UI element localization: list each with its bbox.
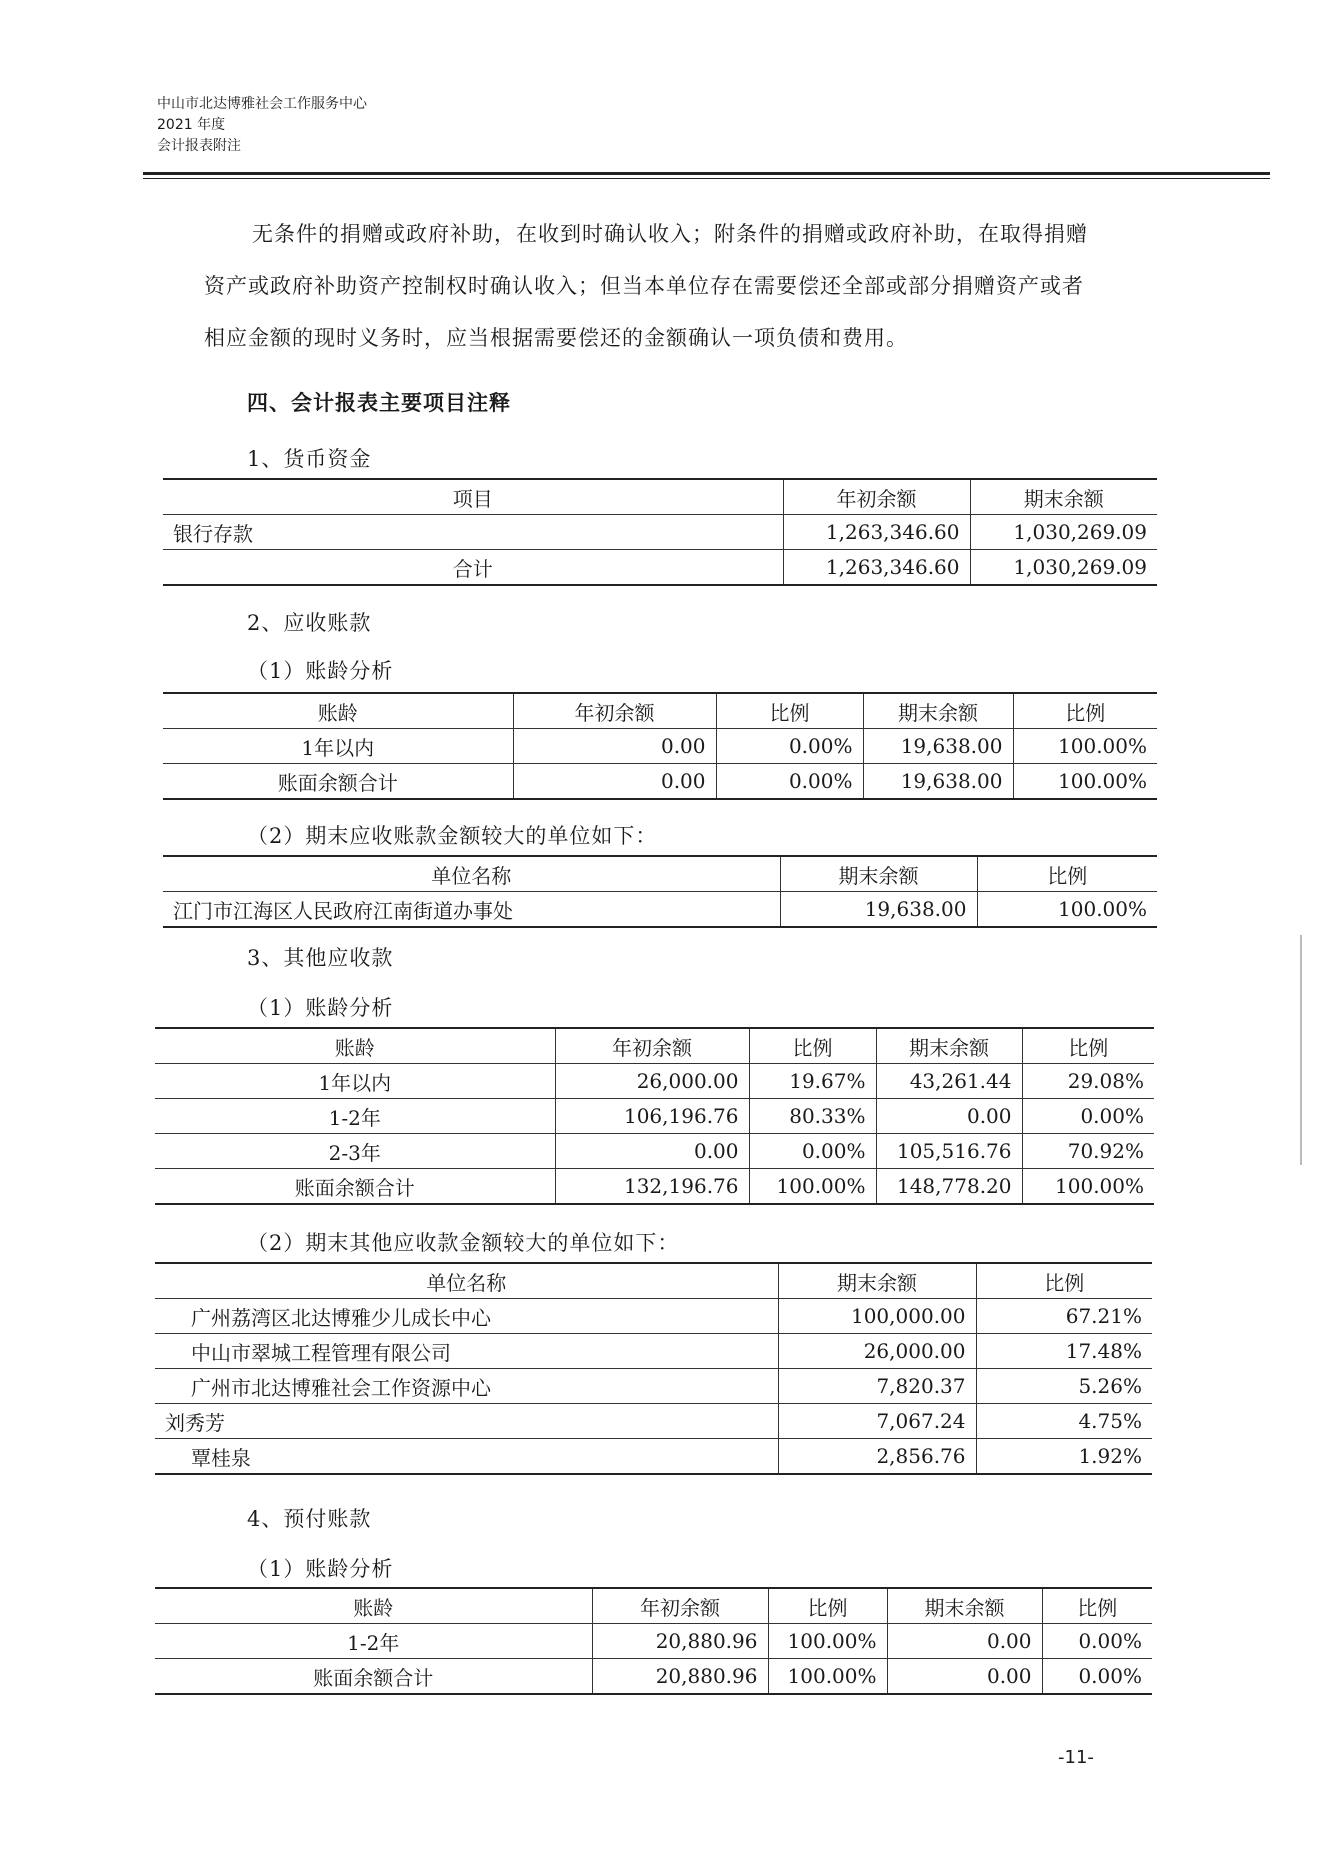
cell: 132,196.76 [555,1169,749,1205]
cell: 0.00% [749,1134,876,1169]
col-header: 期末余额 [876,1028,1022,1064]
section-title: 四、会计报表主要项目注释 [247,391,511,415]
col-header: 比例 [976,1263,1152,1299]
cell: 100.00% [1022,1169,1154,1205]
cell: 江门市江海区人民政府江南街道办事处 [163,892,780,928]
col-header: 期末余额 [863,693,1013,729]
cell: 26,000.00 [778,1334,976,1369]
col-header: 账龄 [155,1588,592,1624]
cell: 合计 [163,550,783,586]
col-header: 比例 [977,856,1157,892]
table-row [155,1334,1152,1369]
col-header: 比例 [1013,693,1157,729]
header-rule-thick [143,172,1270,175]
other-receivable-major-table [155,1262,1152,1475]
table-row [155,1404,1152,1439]
other-receivable-aging-table [155,1027,1154,1205]
cell: 0.00% [1042,1659,1152,1695]
cell: 100.00% [977,892,1157,928]
col-header: 期末余额 [887,1588,1042,1624]
header-rule-thin [143,178,1270,179]
header-year: 2021 年度 [157,117,226,133]
col-header: 项目 [163,479,783,515]
cell: 0.00% [716,729,863,764]
cell: 5.26% [976,1369,1152,1404]
col-header: 年初余额 [592,1588,768,1624]
col-header: 期末余额 [778,1263,976,1299]
intro-paragraph [204,208,1214,364]
cell: 70.92% [1022,1134,1154,1169]
col-header: 期末余额 [780,856,977,892]
cell: 100.00% [749,1169,876,1205]
cell: 67.21% [976,1299,1152,1334]
table-header-row [163,479,1157,515]
cash-table [163,478,1157,586]
receivable-aging-table [163,692,1157,800]
col-header: 比例 [768,1588,887,1624]
cell: 29.08% [1022,1064,1154,1099]
cell: 1年以内 [163,729,513,764]
col-header: 账龄 [155,1028,555,1064]
col-header: 比例 [1022,1028,1154,1064]
cell: 26,000.00 [555,1064,749,1099]
col-header: 账龄 [163,693,513,729]
col-header: 比例 [749,1028,876,1064]
table-header-row [155,1588,1152,1624]
cell: 148,778.20 [876,1169,1022,1205]
table-row [163,764,1157,800]
cell: 1,030,269.09 [970,515,1157,550]
col-header: 年初余额 [783,479,970,515]
col-header: 单位名称 [163,856,780,892]
cell: 1.92% [976,1439,1152,1475]
page-number: -11- [1058,1747,1094,1768]
cell: 广州市北达博雅社会工作资源中心 [155,1369,778,1404]
cell: 80.33% [749,1099,876,1134]
cell: 19.67% [749,1064,876,1099]
cell: 4.75% [976,1404,1152,1439]
intro-line-3: 相应金额的现时义务时，应当根据需要偿还的金额确认一项负债和费用。 [204,326,908,350]
cell: 100.00% [768,1624,887,1659]
cell: 105,516.76 [876,1134,1022,1169]
cell: 1年以内 [155,1064,555,1099]
cell: 1-2年 [155,1099,555,1134]
cell: 账面余额合计 [155,1659,592,1695]
cell: 2,856.76 [778,1439,976,1475]
cell: 19,638.00 [863,764,1013,800]
table-row [163,892,1157,928]
cell: 17.48% [976,1334,1152,1369]
prepayment-aging-table [155,1587,1152,1695]
cell: 106,196.76 [555,1099,749,1134]
table-row [155,1064,1154,1099]
cell: 1-2年 [155,1624,592,1659]
cell: 覃桂泉 [155,1439,778,1475]
col-header: 年初余额 [513,693,716,729]
cell: 19,638.00 [780,892,977,928]
cell: 广州荔湾区北达博雅少儿成长中心 [155,1299,778,1334]
s3-title: 3、其他应收款 [247,946,394,970]
s2-sub1: （1）账龄分析 [247,659,394,683]
cell: 账面余额合计 [163,764,513,800]
cell: 0.00 [513,764,716,800]
cell: 100.00% [1013,729,1157,764]
cell: 1,030,269.09 [970,550,1157,586]
s2-sub2: （2）期末应收账款金额较大的单位如下： [247,824,658,848]
col-header: 年初余额 [555,1028,749,1064]
s1-title: 1、货币资金 [247,447,372,471]
table-header-row [155,1028,1154,1064]
header-doc-title: 会计报表附注 [157,138,241,154]
header-org-name: 中山市北达博雅社会工作服务中心 [157,96,367,112]
table-row [155,1624,1152,1659]
intro-line-2: 资产或政府补助资产控制权时确认收入；但当本单位存在需要偿还全部或部分捐赠资产或者 [204,274,1084,298]
s4-sub1: （1）账龄分析 [247,1557,394,1581]
s3-sub1: （1）账龄分析 [247,996,394,1020]
cell: 2-3年 [155,1134,555,1169]
table-row [163,550,1157,586]
cell: 7,067.24 [778,1404,976,1439]
table-row [155,1169,1154,1205]
col-header: 比例 [716,693,863,729]
cell: 0.00% [1022,1099,1154,1134]
cell: 0.00 [887,1659,1042,1695]
cell: 1,263,346.60 [783,515,970,550]
cell: 中山市翠城工程管理有限公司 [155,1334,778,1369]
cell: 19,638.00 [863,729,1013,764]
receivable-major-table [163,855,1157,928]
s4-title: 4、预付账款 [247,1507,372,1531]
table-header-row [155,1263,1152,1299]
table-row [155,1659,1152,1695]
cell: 20,880.96 [592,1624,768,1659]
table-row [155,1099,1154,1134]
cell: 刘秀芳 [155,1404,778,1439]
report-header [157,94,367,157]
cell: 100,000.00 [778,1299,976,1334]
s2-title: 2、应收账款 [247,611,372,635]
cell: 账面余额合计 [155,1169,555,1205]
cell: 0.00 [876,1099,1022,1134]
cell: 100.00% [768,1659,887,1695]
cell: 0.00% [716,764,863,800]
cell: 7,820.37 [778,1369,976,1404]
cell: 银行存款 [163,515,783,550]
cell: 20,880.96 [592,1659,768,1695]
intro-line-1: 无条件的捐赠或政府补助，在收到时确认收入；附条件的捐赠或政府补助，在取得捐赠 [252,222,1088,246]
s3-sub2: （2）期末其他应收款金额较大的单位如下： [247,1231,680,1255]
col-header: 单位名称 [155,1263,778,1299]
cell: 1,263,346.60 [783,550,970,586]
cell: 0.00 [887,1624,1042,1659]
table-row [163,515,1157,550]
cell: 0.00 [513,729,716,764]
cell: 0.00% [1042,1624,1152,1659]
table-row [155,1134,1154,1169]
col-header: 期末余额 [970,479,1157,515]
cell: 100.00% [1013,764,1157,800]
table-row [155,1439,1152,1475]
table-header-row [163,856,1157,892]
col-header: 比例 [1042,1588,1152,1624]
table-row [155,1299,1152,1334]
edge-stamp-mark [1300,935,1302,1165]
cell: 43,261.44 [876,1064,1022,1099]
table-header-row [163,693,1157,729]
table-row [163,729,1157,764]
table-row [155,1369,1152,1404]
cell: 0.00 [555,1134,749,1169]
